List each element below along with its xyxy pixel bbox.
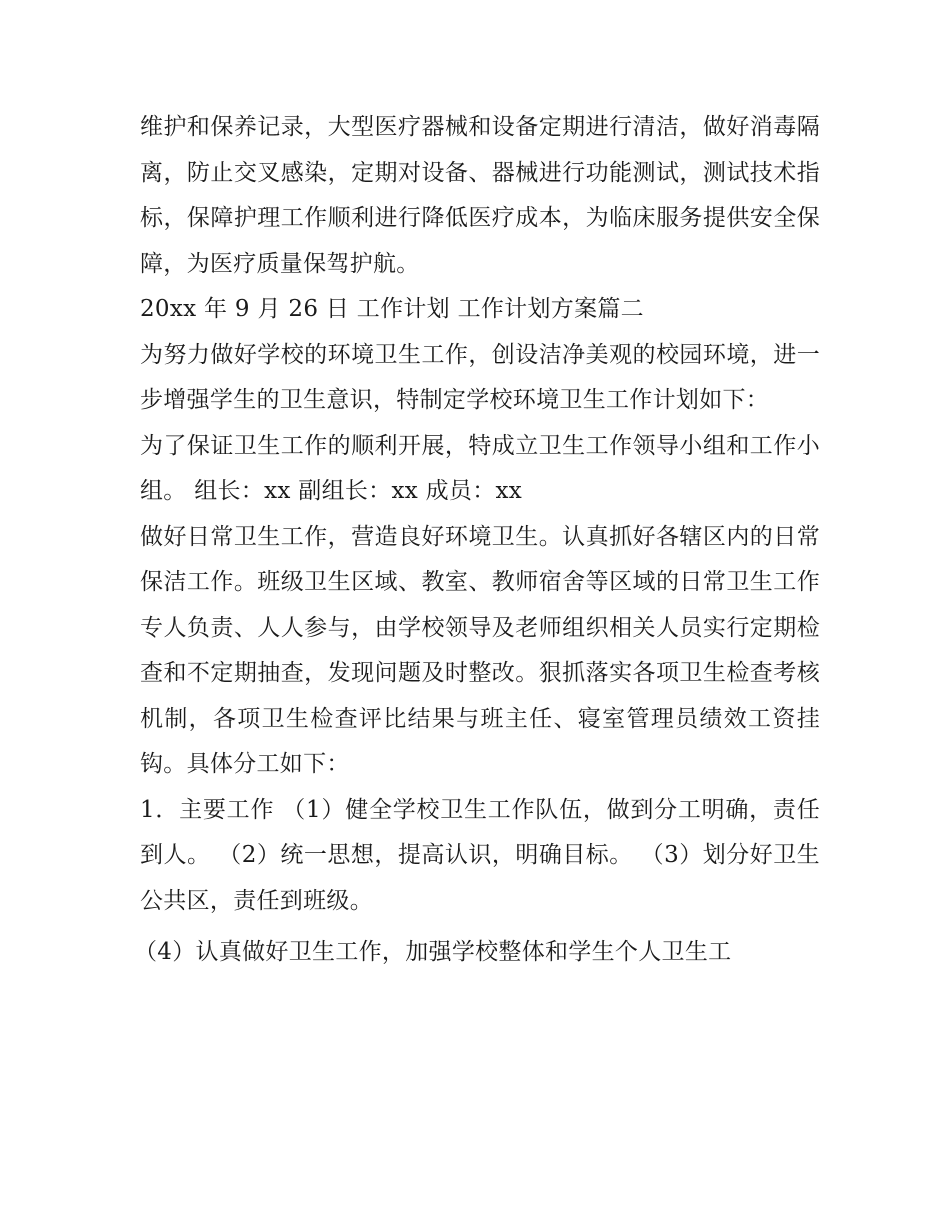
document-body — [134, 105, 820, 976]
paragraph-daily-hygiene: 做好日常卫生工作，营造良好环境卫生。认真抓好各辖区内的日常保洁工作。班级卫生区域、教室、教师宿舍等区域的日常卫生工作专人负责、人人参与，由学校领导及老师组织相关人员实行定期检查和不定期抽查，发现问题及时整改。狠抓落实各项卫生检查考核机制，各项卫生检查评比结果与班主任、寝室管理员绩效工资挂钩。具体分工如下： — [140, 523, 820, 777]
paragraph-introduction: 为努力做好学校的环境卫生工作，创设洁净美观的校园环境，进一步增强学生的卫生意识，特制定学校环境卫生工作计划如下： — [140, 341, 820, 413]
paragraph-main-work: 1．主要工作 （1）健全学校卫生工作队伍，做到分工明确，责任到人。 （2）统一思想，提高认识，明确目标。 （3）划分好卫生公共区，责任到班级。 — [140, 796, 820, 914]
paragraph-item-four: （4）认真做好卫生工作，加强学校整体和学生个人卫生工 — [134, 939, 732, 965]
paragraph-leadership-group: 为了保证卫生工作的顺利开展，特成立卫生工作领导小组和工作小组。 组长：xx 副组长：xx 成员：xx — [140, 432, 820, 504]
section-heading-plan-two: 20xx 年 9 月 26 日 工作计划 工作计划方案篇二 — [140, 296, 644, 322]
paragraph-maintenance-records: 维护和保养记录，大型医疗器械和设备定期进行清洁，做好消毒隔离，防止交叉感染，定期对设备、器械进行功能测试，测试技术指标，保障护理工作顺利进行降低医疗成本，为临床服务提供安全保障，为医疗质量保驾护航。 — [140, 114, 820, 277]
